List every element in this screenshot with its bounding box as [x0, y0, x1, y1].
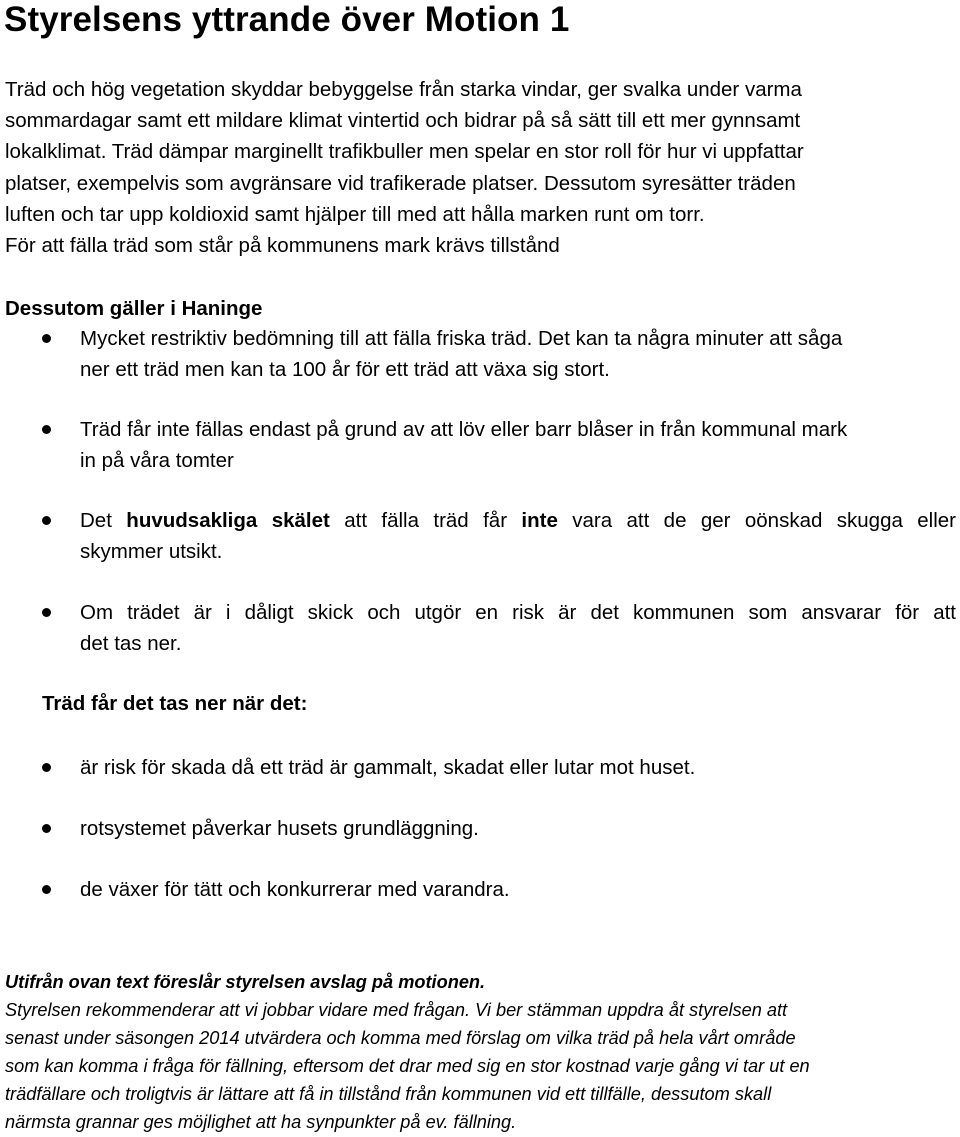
intro-line: platser, exempelvis som avgränsare vid trafikerade platser. Dessutom syresätter träden — [5, 171, 796, 195]
list-item-line: ner ett träd men kan ta 100 år för ett träd att växa sig stort. — [80, 358, 610, 381]
list-item-line: skymmer utsikt. — [80, 540, 223, 563]
conclusion-line: Styrelsen rekommenderar att vi jobbar vidare med frågan. Vi ber stämman uppdra åt styrelsen att — [5, 1000, 788, 1020]
bullet-icon — [42, 425, 51, 434]
conclusion-line: närmsta grannar ges möjlighet att ha synpunkter på ev. fällning. — [5, 1112, 517, 1132]
bullet-icon — [42, 763, 51, 772]
conclusion-proposal: Utifrån ovan text föreslår styrelsen avslag på motionen. — [5, 972, 486, 992]
text-segment: att fälla träd får — [344, 509, 508, 532]
list-item-text — [80, 597, 956, 659]
conditions-heading: Träd får det tas ner när det: — [42, 692, 308, 715]
list-item-text — [80, 323, 956, 385]
bullet-icon — [42, 516, 51, 525]
list-item-text: är risk för skada då ett träd är gammalt, skadat eller lutar mot huset. — [80, 756, 696, 779]
intro-paragraph — [5, 74, 950, 261]
bullet-icon — [42, 885, 51, 894]
conclusion-line: trädfällare och troligtvis är lättare att få in tillstånd från kommunen vid ett tillfälle, dessutom skall — [5, 1084, 772, 1104]
list-item-text — [80, 414, 956, 476]
text-segment: vara att de ger oönskad skugga eller — [572, 509, 956, 532]
list-item-line: Mycket restriktiv bedömning till att fälla friska träd. Det kan ta några minuter att såga — [80, 327, 843, 350]
intro-line: luften och tar upp koldioxid samt hjälper till med att hålla marken runt om torr. — [5, 202, 705, 226]
intro-line: lokalklimat. Träd dämpar marginellt trafikbuller men spelar en stor roll för hur vi uppfattar — [5, 140, 804, 164]
conclusion-line: som kan komma i fråga för fällning, eftersom det drar med sig en stor kostnad varje gång vi tar ut en — [5, 1056, 810, 1076]
list-item-line: Träd får inte fällas endast på grund av att löv eller barr blåser in från kommunal mark — [80, 418, 848, 441]
list-item-line: in på våra tomter — [80, 449, 234, 472]
intro-line: sommardagar samt ett mildare klimat vintertid och bidrar på så sätt till ett mer gynnsamt — [5, 109, 801, 133]
list-item-line — [80, 505, 956, 536]
text-segment-bold: inte — [521, 509, 558, 532]
intro-line: För att fälla träd som står på kommunens mark krävs tillstånd — [5, 234, 560, 258]
list-item-text: de växer för tätt och konkurrerar med varandra. — [80, 878, 510, 901]
list-item-line: Om trädet är i dåligt skick och utgör en risk är det kommunen som ansvarar för att — [80, 601, 956, 624]
bullet-icon — [42, 608, 51, 617]
text-segment-bold: huvudsakliga skälet — [126, 509, 330, 532]
list-item-text — [80, 505, 956, 567]
list-item-line: det tas ner. — [80, 632, 182, 655]
bullet-icon — [42, 334, 51, 343]
conclusion-line: senast under säsongen 2014 utvärdera och komma med förslag om vilka träd på hela vårt område — [5, 1028, 796, 1048]
bullet-icon — [42, 824, 51, 833]
list-item-text: rotsystemet påverkar husets grundläggning. — [80, 817, 479, 840]
page-title: Styrelsens yttrande över Motion 1 — [4, 0, 570, 39]
text-segment: Det — [80, 509, 112, 532]
intro-line: Träd och hög vegetation skyddar bebyggelse från starka vindar, ger svalka under varma — [5, 78, 802, 101]
conclusion-paragraph — [5, 968, 955, 1136]
haninge-heading: Dessutom gäller i Haninge — [5, 297, 263, 320]
